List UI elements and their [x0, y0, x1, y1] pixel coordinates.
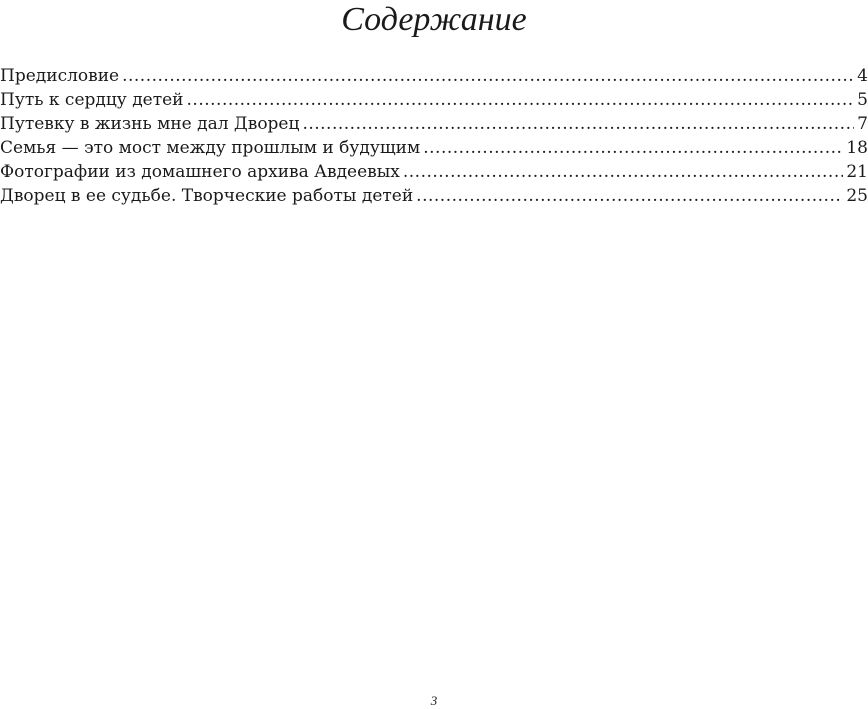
toc-entry-page: 21 [846, 162, 868, 182]
toc-entry-title: Путь к сердцу детей [0, 90, 184, 110]
toc-entry [0, 136, 868, 160]
dot-leader [416, 184, 843, 208]
dot-leader [122, 64, 854, 88]
page-number: 3 [430, 693, 438, 708]
toc-entry-page: 7 [857, 114, 868, 134]
toc-entry [0, 160, 868, 184]
toc-entry-title: Фотографии из домашнего архива Авдеевых [0, 162, 400, 182]
toc-entry-page: 5 [857, 90, 868, 110]
toc-entry-page: 4 [857, 66, 868, 86]
toc-entry-title: Семья — это мост между прошлым и будущим [0, 138, 421, 158]
dot-leader [423, 136, 843, 160]
table-of-contents [0, 64, 868, 208]
toc-entry-title: Дворец в ее судьбе. Творческие работы детей [0, 186, 414, 206]
toc-entry-title: Предисловие [0, 66, 120, 86]
toc-entry-page: 25 [846, 186, 868, 206]
toc-entry [0, 64, 868, 88]
page-title: Содержание [341, 1, 527, 38]
dot-leader [302, 112, 854, 136]
toc-entry [0, 112, 868, 136]
dot-leader [403, 160, 844, 184]
toc-entry-page: 18 [846, 138, 868, 158]
toc-entry [0, 184, 868, 208]
toc-entry-title: Путевку в жизнь мне дал Дворец [0, 114, 300, 134]
toc-entry [0, 88, 868, 112]
dot-leader [187, 88, 855, 112]
